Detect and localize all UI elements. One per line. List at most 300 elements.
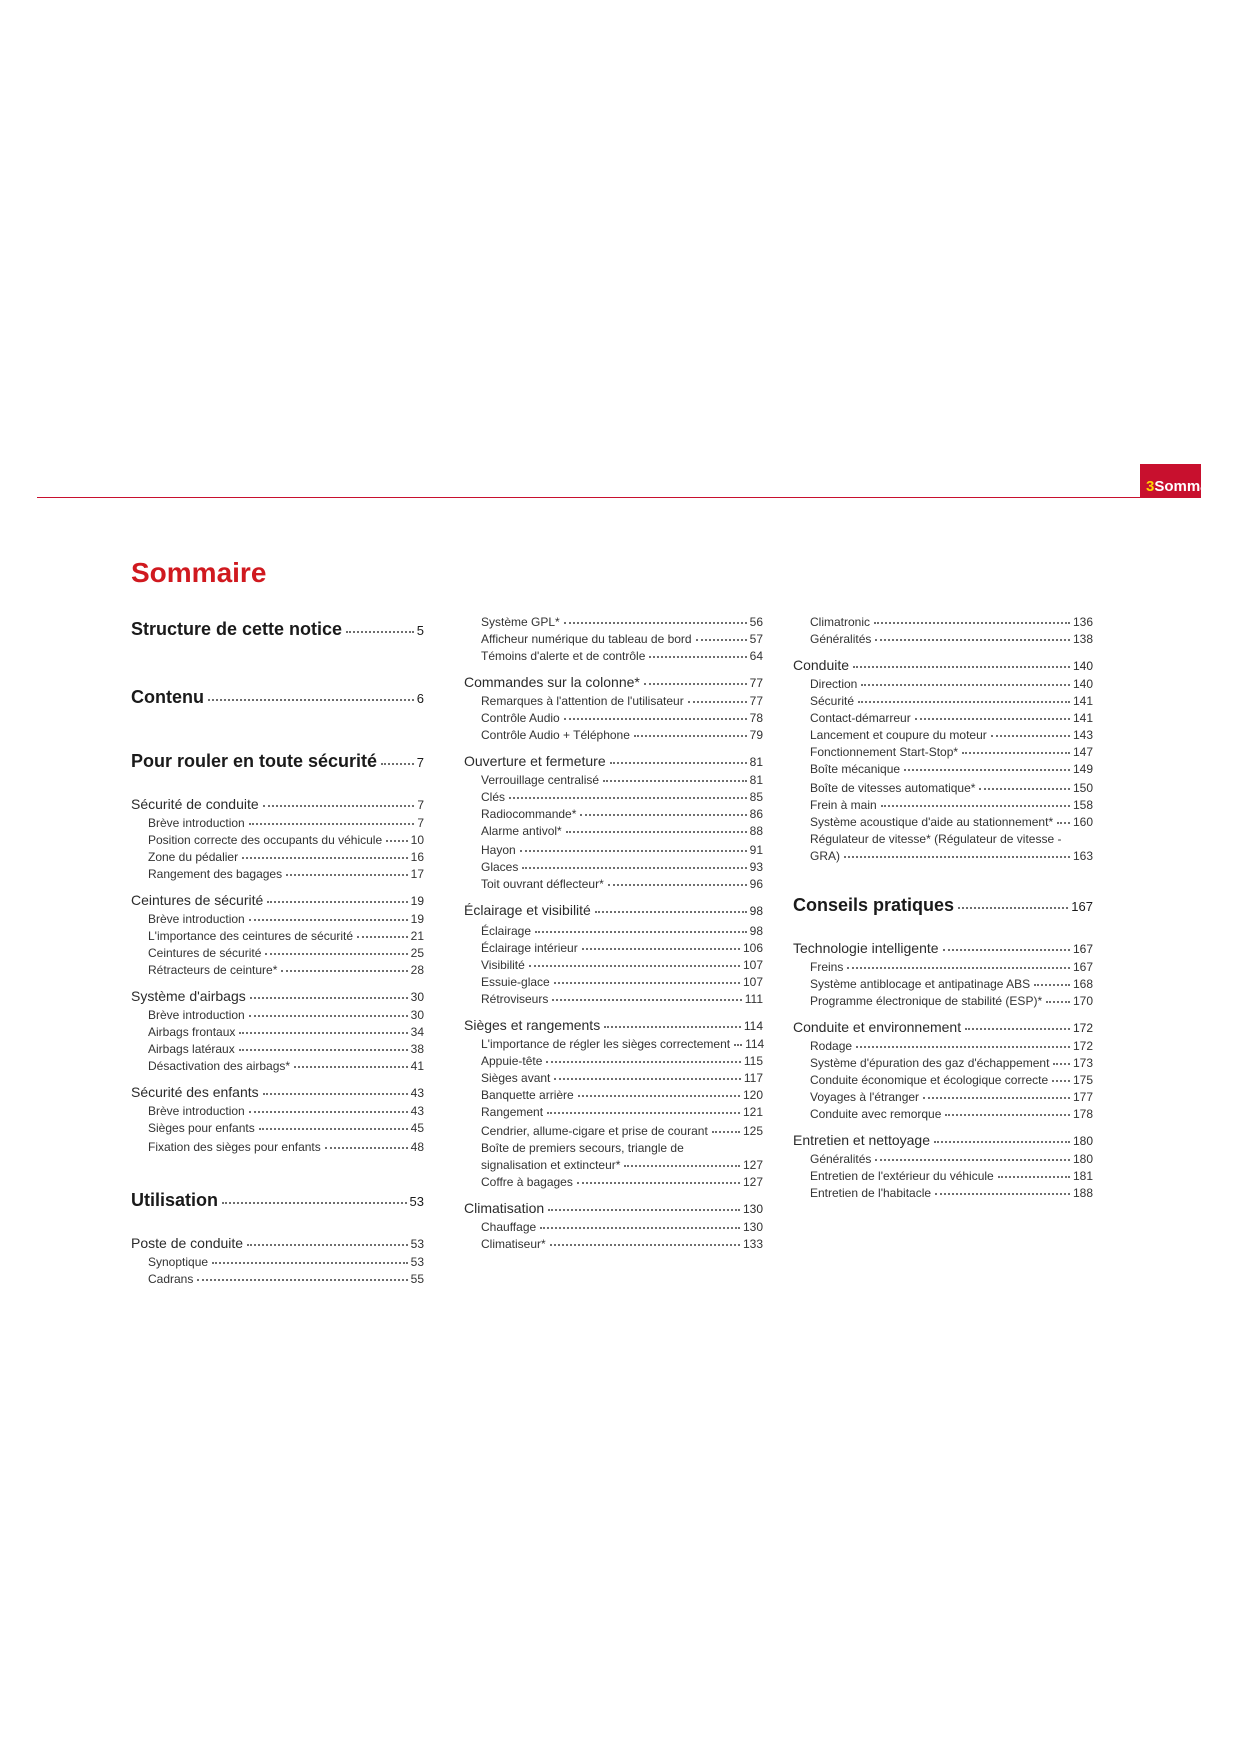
- toc-entry[interactable]: [793, 1151, 1093, 1168]
- toc-entry-page: 48: [410, 1140, 424, 1154]
- toc-entry-title: Sécurité: [810, 694, 855, 708]
- toc-entry-page: 168: [1072, 977, 1093, 991]
- toc-entry[interactable]: [793, 797, 1093, 814]
- toc-entry-title: Conduite et environnement: [793, 1019, 962, 1035]
- toc-entry-page: 98: [749, 924, 763, 938]
- toc-entry-page: 106: [742, 941, 763, 955]
- toc-entry-page: 77: [749, 676, 763, 690]
- toc-entry[interactable]: [793, 1072, 1093, 1089]
- toc-entry-title: Boîte de vitesses automatique*: [810, 781, 976, 795]
- toc-entry[interactable]: [793, 1055, 1093, 1072]
- toc-entry[interactable]: [793, 654, 1093, 676]
- dot-leader: [610, 761, 747, 764]
- toc-entry[interactable]: [793, 885, 1093, 925]
- dot-leader: [346, 630, 414, 633]
- toc-entry-page: 133: [742, 1237, 763, 1251]
- toc-entry-title: Système GPL*: [481, 615, 560, 629]
- toc-entry[interactable]: [464, 693, 763, 710]
- dot-leader: [267, 900, 407, 903]
- toc-entry-title: Rétroviseurs: [481, 992, 549, 1006]
- toc-entry[interactable]: [464, 1070, 763, 1087]
- toc-entry[interactable]: [464, 1123, 763, 1140]
- toc-entry[interactable]: [793, 710, 1093, 727]
- dot-leader: [564, 717, 747, 720]
- toc-entry[interactable]: [793, 937, 1093, 959]
- toc-entry-title: Position correcte des occupants du véhicule: [148, 833, 383, 847]
- toc-entry-title: Utilisation: [131, 1190, 219, 1210]
- toc-entry-page: 85: [749, 790, 763, 804]
- toc-entry[interactable]: [793, 831, 1093, 848]
- toc-entry-title: Banquette arrière: [481, 1088, 574, 1102]
- toc-entry-page: 86: [749, 807, 763, 821]
- toc-entry[interactable]: [464, 859, 763, 876]
- dot-leader: [263, 1092, 408, 1095]
- dot-leader: [943, 948, 1070, 951]
- toc-entry-title: Radiocommande*: [481, 807, 577, 821]
- toc-entry[interactable]: [131, 1232, 424, 1254]
- toc-entry-page: 57: [749, 632, 763, 646]
- toc-entry[interactable]: [464, 710, 763, 727]
- toc-entry-page: 178: [1072, 1107, 1093, 1121]
- toc-entry[interactable]: [131, 889, 424, 911]
- toc-entry[interactable]: [131, 911, 424, 928]
- dot-leader: [861, 683, 1070, 686]
- dot-leader: [1053, 1062, 1070, 1065]
- dot-leader: [595, 910, 747, 913]
- dot-leader: [554, 981, 740, 984]
- toc-entry-page: 114: [745, 1037, 765, 1051]
- toc-entry-page: 120: [742, 1088, 763, 1102]
- toc-entry-title: Brève introduction: [148, 816, 245, 830]
- toc-entry[interactable]: [464, 1104, 763, 1121]
- toc-entry-page: 107: [742, 958, 763, 972]
- dot-leader: [923, 1096, 1070, 1099]
- toc-entry[interactable]: [464, 772, 763, 789]
- toc-entry-title: Alarme antivol*: [481, 824, 562, 838]
- toc-entry-page: 149: [1072, 762, 1093, 776]
- toc-entry-page: 150: [1072, 781, 1093, 795]
- toc-entry[interactable]: [793, 676, 1093, 693]
- toc-entry[interactable]: [793, 993, 1093, 1010]
- toc-entry-page: 93: [749, 860, 763, 874]
- toc-entry[interactable]: [131, 928, 424, 945]
- toc-entry-page: 17: [410, 867, 424, 881]
- toc-entry-page: 167: [1072, 960, 1093, 974]
- page-tab-label: Sommaire: [1154, 478, 1227, 495]
- dot-leader: [357, 935, 408, 938]
- toc-entry-title: Programme électronique de stabilité (ESP)*: [810, 994, 1043, 1008]
- toc-entry-title: Contrôle Audio + Téléphone: [481, 728, 630, 742]
- toc-entry[interactable]: [793, 1106, 1093, 1123]
- dot-leader: [875, 1158, 1070, 1161]
- toc-entry-title: Poste de conduite: [131, 1235, 244, 1251]
- toc-entry[interactable]: [793, 814, 1093, 831]
- toc-entry-page: 125: [742, 1124, 763, 1138]
- toc-entry-page: 140: [1072, 677, 1093, 691]
- toc-entry[interactable]: [464, 957, 763, 974]
- toc-entry-page: 7: [416, 755, 424, 770]
- dot-leader: [881, 804, 1070, 807]
- toc-entry[interactable]: [131, 1081, 424, 1103]
- toc-entry[interactable]: [131, 1271, 424, 1288]
- toc-entry-title: Système d'épuration des gaz d'échappement: [810, 1056, 1050, 1070]
- toc-entry-page: 30: [410, 1008, 424, 1022]
- dot-leader: [1052, 1079, 1070, 1082]
- toc-entry[interactable]: [464, 614, 763, 631]
- toc-entry-page: 88: [749, 824, 763, 838]
- toc-entry-page: 127: [742, 1175, 763, 1189]
- toc-entry[interactable]: [793, 631, 1093, 648]
- dot-leader: [239, 1048, 408, 1051]
- toc-entry[interactable]: [131, 1103, 424, 1120]
- toc-entry[interactable]: [793, 1185, 1093, 1202]
- toc-entry-title: Lancement et coupure du moteur: [810, 728, 987, 742]
- toc-entry-title: Glaces: [481, 860, 519, 874]
- dot-leader: [874, 621, 1070, 624]
- dot-leader: [991, 734, 1070, 737]
- toc-entry-title: Technologie intelligente: [793, 940, 939, 956]
- toc-entry-title: Voyages à l'étranger: [810, 1090, 920, 1104]
- toc-entry-title: Zone du pédalier: [148, 850, 239, 864]
- dot-leader: [265, 952, 407, 955]
- toc-entry[interactable]: [464, 1087, 763, 1104]
- toc-entry-page: 107: [742, 975, 763, 989]
- dot-leader: [1046, 1000, 1070, 1003]
- toc-entry-page: 141: [1072, 711, 1093, 725]
- toc-entry-page: 56: [749, 615, 763, 629]
- dot-leader: [547, 1111, 740, 1114]
- toc-entry[interactable]: [131, 866, 424, 883]
- toc-entry[interactable]: [464, 842, 763, 859]
- toc-entry-page: 115: [743, 1054, 763, 1068]
- toc-entry-title: Airbags latéraux: [148, 1042, 235, 1056]
- toc-column-3: [793, 614, 1093, 1202]
- toc-entry-page: 98: [749, 904, 763, 918]
- toc-entry-page: 64: [749, 649, 763, 663]
- toc-entry-title: Rodage: [810, 1039, 853, 1053]
- toc-entry[interactable]: [793, 976, 1093, 993]
- dot-leader: [554, 1077, 740, 1080]
- dot-leader: [604, 1025, 741, 1028]
- dot-leader: [529, 964, 740, 967]
- dot-leader: [212, 1261, 408, 1264]
- toc-entry-title: Remarques à l'attention de l'utilisateur: [481, 694, 684, 708]
- toc-entry-title: Ouverture et fermeture: [464, 753, 606, 769]
- dot-leader: [522, 866, 746, 869]
- toc-entry-page: 53: [410, 1237, 424, 1251]
- toc-entry-page: 43: [410, 1086, 424, 1100]
- toc-entry[interactable]: [464, 1053, 763, 1070]
- toc-entry-page: 114: [743, 1019, 763, 1033]
- toc-entry-title: Entretien de l'habitacle: [810, 1186, 932, 1200]
- dot-leader: [208, 698, 414, 701]
- toc-entry-page: 181: [1072, 1169, 1093, 1183]
- toc-entry-page: 136: [1072, 615, 1093, 629]
- dot-leader: [249, 918, 408, 921]
- toc-entry-title: Contact-démarreur: [810, 711, 911, 725]
- toc-entry-title: Ceintures de sécurité: [131, 892, 264, 908]
- toc-entry-page: 6: [416, 691, 424, 706]
- dot-leader: [688, 700, 747, 703]
- toc-entry-page: 25: [410, 946, 424, 960]
- dot-leader: [1057, 821, 1070, 824]
- toc-entry-title: Pour rouler en toute sécurité: [131, 751, 378, 771]
- toc-entry[interactable]: [464, 876, 763, 893]
- toc-entry[interactable]: [131, 1120, 424, 1137]
- toc-entry-title: GRA): [810, 849, 840, 863]
- toc-entry-page: 38: [410, 1042, 424, 1056]
- toc-entry-title: Cendrier, allume-cigare et prise de courant: [481, 1124, 708, 1138]
- dot-leader: [540, 1226, 740, 1229]
- dot-leader: [249, 1014, 408, 1017]
- toc-entry[interactable]: [464, 750, 763, 772]
- toc-entry[interactable]: [793, 614, 1093, 631]
- toc-entry-page: 180: [1072, 1134, 1093, 1148]
- toc-entry-title: Fixation des sièges pour enfants: [148, 1140, 321, 1154]
- toc-entry-page: 147: [1072, 745, 1093, 759]
- toc-entry[interactable]: [793, 727, 1093, 744]
- dot-leader: [603, 779, 747, 782]
- toc-entry[interactable]: [131, 741, 424, 781]
- toc-entry-page: 188: [1072, 1186, 1093, 1200]
- toc-entry-title: Commandes sur la colonne*: [464, 674, 640, 690]
- toc-entry-title: Conduite économique et écologique correcte: [810, 1073, 1049, 1087]
- toc-entry-title: Système acoustique d'aide au stationnement*: [810, 815, 1054, 829]
- toc-entry-page: 163: [1072, 849, 1093, 863]
- toc-entry-page: 5: [416, 623, 424, 638]
- toc-entry-title: Sièges et rangements: [464, 1017, 601, 1033]
- toc-entry[interactable]: [464, 1197, 763, 1219]
- page-tab-number: 3: [1146, 478, 1155, 495]
- toc-entry[interactable]: [464, 923, 763, 940]
- dot-leader: [915, 717, 1070, 720]
- toc-entry-page: 177: [1072, 1090, 1093, 1104]
- dot-leader: [649, 655, 746, 658]
- toc-entry-page: 167: [1071, 899, 1093, 914]
- toc-entry-page: 34: [410, 1025, 424, 1039]
- toc-entry[interactable]: [131, 832, 424, 849]
- toc-entry-title: L'importance des ceintures de sécurité: [148, 929, 354, 943]
- toc-entry[interactable]: [464, 1236, 763, 1253]
- dot-leader: [546, 1060, 740, 1063]
- toc-entry-title: Cadrans: [148, 1272, 194, 1286]
- toc-entry-page: 55: [410, 1272, 424, 1286]
- toc-entry[interactable]: [131, 962, 424, 979]
- dot-leader: [644, 682, 747, 685]
- toc-entry[interactable]: [464, 671, 763, 693]
- toc-entry[interactable]: [131, 1007, 424, 1024]
- dot-leader: [548, 1208, 740, 1211]
- toc-entry[interactable]: [464, 1140, 763, 1157]
- dot-leader: [222, 1201, 407, 1204]
- dot-leader: [853, 665, 1070, 668]
- dot-leader: [381, 762, 414, 765]
- toc-entry-title: Régulateur de vitesse* (Régulateur de vitesse -: [810, 832, 1062, 846]
- dot-leader: [712, 1130, 740, 1133]
- toc-entry-title: Boîte de premiers secours, triangle de: [481, 1141, 684, 1155]
- toc-entry-title: Ceintures de sécurité: [148, 946, 262, 960]
- toc-entry-title: Sièges pour enfants: [148, 1121, 255, 1135]
- toc-entry[interactable]: [464, 648, 763, 665]
- toc-entry[interactable]: [131, 945, 424, 962]
- toc-entry-page: 19: [410, 912, 424, 926]
- toc-entry-title: Climatiseur*: [481, 1237, 546, 1251]
- toc-entry-title: Système antiblocage et antipatinage ABS: [810, 977, 1031, 991]
- toc-entry[interactable]: [793, 1016, 1093, 1038]
- toc-entry-title: Afficheur numérique du tableau de bord: [481, 632, 692, 646]
- dot-leader: [249, 822, 415, 825]
- toc-entry[interactable]: [464, 991, 763, 1008]
- toc-entry[interactable]: [793, 848, 1093, 865]
- toc-entry-page: 41: [410, 1059, 424, 1073]
- toc-entry-title: Sièges avant: [481, 1071, 551, 1085]
- toc-entry-title: Appuie-tête: [481, 1054, 543, 1068]
- toc-entry[interactable]: [131, 1058, 424, 1075]
- toc-entry-title: Direction: [810, 677, 858, 691]
- toc-entry-title: Airbags frontaux: [148, 1025, 236, 1039]
- toc-column-1: [131, 609, 424, 1288]
- toc-entry-page: 78: [749, 711, 763, 725]
- toc-entry[interactable]: [464, 974, 763, 991]
- toc-entry-title: Rangement des bagages: [148, 867, 283, 881]
- toc-entry-title: Généralités: [810, 1152, 872, 1166]
- toc-entry[interactable]: [131, 849, 424, 866]
- toc-entry-title: Verrouillage centralisé: [481, 773, 600, 787]
- toc-entry[interactable]: [131, 1139, 424, 1156]
- toc-entry-title: Système d'airbags: [131, 988, 246, 1004]
- toc-entry-page: 167: [1072, 942, 1093, 956]
- toc-entry-title: Généralités: [810, 632, 872, 646]
- toc-entry[interactable]: [131, 1024, 424, 1041]
- toc-entry[interactable]: [464, 1014, 763, 1036]
- toc-entry[interactable]: [793, 1038, 1093, 1055]
- toc-entry-title: Éclairage intérieur: [481, 941, 578, 955]
- toc-entry-title: Brève introduction: [148, 1104, 245, 1118]
- toc-entry-title: Sécurité de conduite: [131, 796, 259, 812]
- dot-leader: [624, 1164, 740, 1167]
- toc-entry-page: 81: [749, 755, 763, 769]
- toc-entry[interactable]: [464, 1219, 763, 1236]
- toc-entry[interactable]: [131, 793, 424, 815]
- toc-entry[interactable]: [793, 1129, 1093, 1151]
- toc-entry-title: Entretien et nettoyage: [793, 1132, 930, 1148]
- toc-entry-title: Éclairage: [481, 924, 532, 938]
- toc-entry[interactable]: [464, 940, 763, 957]
- toc-entry-page: 81: [749, 773, 763, 787]
- toc-entry[interactable]: [464, 823, 763, 840]
- toc-entry[interactable]: [464, 1036, 763, 1053]
- toc-entry[interactable]: [793, 1089, 1093, 1106]
- toc-entry-page: 173: [1072, 1056, 1093, 1070]
- toc-entry-title: Désactivation des airbags*: [148, 1059, 291, 1073]
- toc-entry-page: 79: [749, 728, 763, 742]
- toc-entry-page: 111: [744, 992, 763, 1006]
- toc-entry[interactable]: [131, 815, 424, 832]
- toc-entry-page: 127: [742, 1158, 763, 1172]
- toc-entry[interactable]: [793, 693, 1093, 710]
- toc-entry[interactable]: [464, 727, 763, 744]
- toc-entry-title: Hayon: [481, 843, 516, 857]
- dot-leader: [734, 1043, 742, 1046]
- toc-entry-title: Freins: [810, 960, 844, 974]
- dot-leader: [239, 1031, 407, 1034]
- toc-entry[interactable]: [131, 677, 424, 717]
- toc-entry-title: L'importance de régler les sièges correctement: [481, 1037, 731, 1051]
- toc-entry-page: 91: [749, 843, 763, 857]
- dot-leader: [249, 1110, 408, 1113]
- toc-entry-title: Fonctionnement Start-Stop*: [810, 745, 959, 759]
- toc-entry[interactable]: [464, 789, 763, 806]
- toc-entry[interactable]: [131, 1180, 424, 1220]
- dot-leader: [998, 1175, 1070, 1178]
- toc-entry[interactable]: [793, 761, 1093, 778]
- toc-entry[interactable]: [464, 1157, 763, 1174]
- toc-entry-page: 180: [1072, 1152, 1093, 1166]
- toc-entry-page: 30: [410, 990, 424, 1004]
- toc-entry-title: Essuie-glace: [481, 975, 550, 989]
- toc-entry[interactable]: [131, 985, 424, 1007]
- toc-entry-title: Témoins d'alerte et de contrôle: [481, 649, 646, 663]
- toc-entry-title: Contenu: [131, 687, 204, 707]
- dot-leader: [580, 813, 746, 816]
- toc-entry-title: Éclairage et visibilité: [464, 902, 591, 918]
- toc-entry-page: 140: [1072, 659, 1093, 673]
- dot-leader: [979, 787, 1070, 790]
- toc-entry-page: 43: [410, 1104, 424, 1118]
- toc-entry[interactable]: [464, 631, 763, 648]
- toc-entry-title: Entretien de l'extérieur du véhicule: [810, 1169, 994, 1183]
- toc-entry-title: Sécurité des enfants: [131, 1084, 259, 1100]
- toc-entry[interactable]: [793, 959, 1093, 976]
- toc-entry-title: Boîte mécanique: [810, 762, 901, 776]
- dot-leader: [858, 700, 1070, 703]
- toc-column-2: [464, 614, 763, 1253]
- dot-leader: [386, 839, 408, 842]
- toc-entry-page: 19: [410, 894, 424, 908]
- toc-entry-page: 141: [1072, 694, 1093, 708]
- toc-entry[interactable]: [131, 1254, 424, 1271]
- toc-entry-title: Brève introduction: [148, 912, 245, 926]
- toc-entry[interactable]: [793, 780, 1093, 797]
- toc-entry[interactable]: [793, 744, 1093, 761]
- dot-leader: [582, 947, 740, 950]
- dot-leader: [520, 849, 747, 852]
- dot-leader: [577, 1181, 740, 1184]
- toc-entry-page: 7: [417, 816, 424, 830]
- toc-entry[interactable]: [131, 609, 424, 649]
- toc-entry-page: 53: [410, 1255, 424, 1269]
- toc-entry[interactable]: [464, 806, 763, 823]
- dot-leader: [934, 1140, 1070, 1143]
- toc-entry-title: Frein à main: [810, 798, 877, 812]
- toc-entry-page: 53: [409, 1194, 424, 1209]
- toc-entry[interactable]: [131, 1041, 424, 1058]
- dot-leader: [696, 638, 747, 641]
- toc-entry-title: Synoptique: [148, 1255, 209, 1269]
- toc-entry[interactable]: [464, 1174, 763, 1191]
- dot-leader: [552, 998, 741, 1001]
- dot-leader: [259, 1127, 408, 1130]
- toc-entry-page: 7: [417, 798, 424, 812]
- toc-entry-title: Climatronic: [810, 615, 871, 629]
- toc-entry-title: Clés: [481, 790, 506, 804]
- toc-entry-title: Conduite avec remorque: [810, 1107, 942, 1121]
- toc-entry[interactable]: [464, 899, 763, 921]
- toc-entry[interactable]: [793, 1168, 1093, 1185]
- dot-leader: [935, 1192, 1070, 1195]
- dot-leader: [263, 804, 415, 807]
- dot-leader: [550, 1243, 740, 1246]
